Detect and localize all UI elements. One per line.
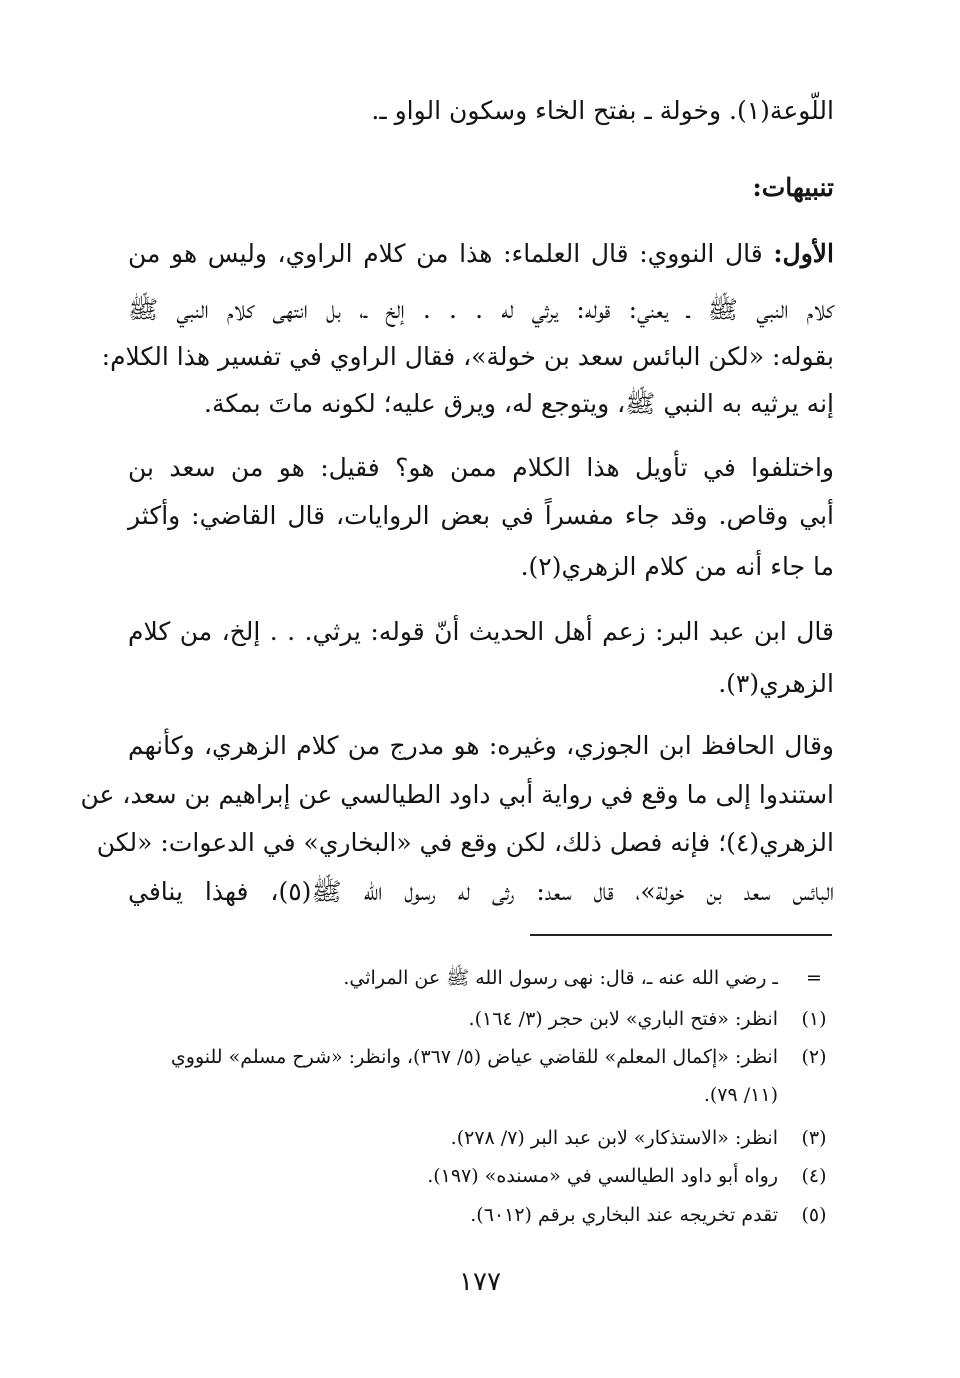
footnote-number: (٥): [801, 1204, 827, 1226]
footnote-number: (١): [801, 1008, 827, 1030]
text-line: ما جاء أنه من كلام الزهري(٢).: [520, 552, 834, 581]
footnote-text: انظر: «الاستذكار» لابن عبد البر (٧/ ٢٧٨).: [450, 1127, 778, 1149]
footnote-text: (١١/ ٧٩).: [703, 1084, 778, 1106]
footnote-4: [0, 1161, 960, 1191]
text-line: إنه يرثيه به النبي ﷺ، ويتوجع له، ويرق عليه؛ لكونه ماتَ بمكة.: [204, 389, 834, 418]
section-heading: تنبيهات:: [752, 173, 834, 202]
footnote-text: رواه أبو داود الطيالسي في «مسنده» (١٩٧).: [427, 1165, 778, 1187]
footnote-3: [0, 1123, 960, 1153]
footnote-number: (٣): [801, 1127, 827, 1149]
page-number: ١٧٧: [459, 1267, 501, 1297]
footnote-divider: [530, 934, 832, 936]
text-line: [128, 234, 834, 274]
text-line: الزهري(٣).: [718, 669, 834, 698]
text-line: البائس سعد بن خولة»، قال سعد: رثى له رسول الله ﷺ(٥)، فهذا ينافي: [128, 877, 835, 906]
first-point-label: الأول:: [773, 239, 834, 268]
footnote-5: [0, 1200, 960, 1230]
text-line: استندوا إلى ما وقع في رواية أبي داود الطيالسي عن إبراهيم بن سعد، عن: [80, 780, 834, 809]
footnote-text: انظر: «فتح الباري» لابن حجر (٣/ ١٦٤).: [468, 1008, 778, 1030]
text-line: أبي وقاص. وقد جاء مفسراً في بعض الروايات، قال القاضي: وأكثر: [128, 501, 834, 530]
footnote-text: ـ رضي الله عنه ـ، قال: نهى رسول الله ﷺ عن المراثي.: [343, 967, 778, 989]
footnote-continuation: [0, 963, 960, 993]
footnote-1: [0, 1004, 960, 1034]
footnote-number: (٤): [801, 1165, 827, 1187]
text-line: قال ابن عبد البر: زعم أهل الحديث أنّ قوله: يرثي. . . إلخ، من كلام: [128, 617, 834, 646]
text-line: الزهري(٤)؛ فإنه فصل ذلك، لكن وقع في «البخاري» في الدعوات: «لكن: [96, 828, 834, 857]
footnote-text: انظر: «إكمال المعلم» للقاضي عياض (٥/ ٣٦٧)، وانظر: «شرح مسلم» للنووي: [170, 1046, 778, 1068]
text-line: بقوله: «لكن البائس سعد بن خولة»، فقال الراوي في تفسير هذا الكلام:: [101, 342, 834, 371]
footnote-text: تقدم تخريجه عند البخاري برقم (٦٠١٢).: [470, 1204, 778, 1226]
continuation-marker: =: [806, 967, 822, 989]
text-line: واختلفوا في تأويل هذا الكلام ممن هو؟ فقيل: هو من سعد بن: [128, 453, 834, 482]
text-line: وقال الحافظ ابن الجوزي، وغيره: هو مدرج من كلام الزهري، وكأنهم: [128, 731, 834, 760]
footnote-2-continued: [0, 1080, 960, 1110]
footnote-2: [0, 1042, 960, 1072]
text-span: قال النووي: قال العلماء: هذا من كلام الراوي، وليس هو من: [128, 239, 774, 268]
text-line: كلام النبي ﷺ ـ يعني: قوله: يرثي له . . . إلخ ـ، بل انتهى كلام النبي ﷺ: [128, 295, 834, 324]
footnote-number: (٢): [801, 1046, 827, 1068]
text-line: اللّوعة(١). وخولة ـ بفتح الخاء وسكون الواو ـ.: [371, 96, 834, 125]
